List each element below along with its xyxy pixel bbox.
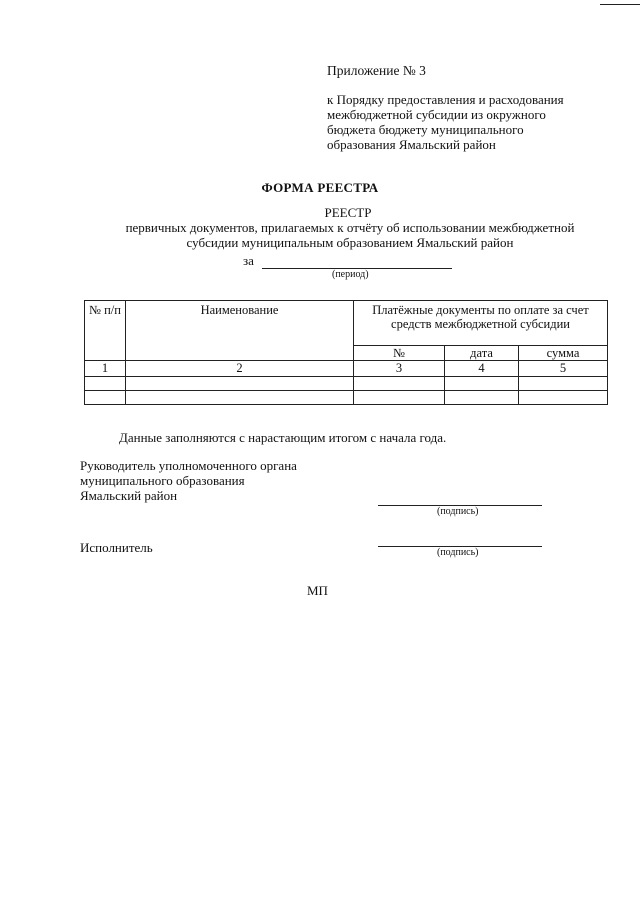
table-cell[interactable] bbox=[519, 391, 608, 405]
table-cell[interactable] bbox=[354, 391, 445, 405]
table-cell[interactable] bbox=[85, 391, 126, 405]
appendix-reference bbox=[327, 92, 597, 152]
index-cell: 2 bbox=[126, 361, 354, 377]
table-cell[interactable] bbox=[519, 377, 608, 391]
index-cell: 1 bbox=[85, 361, 126, 377]
executor-label: Исполнитель bbox=[80, 540, 153, 555]
appendix-line: к Порядку предоставления и расходования bbox=[327, 92, 564, 107]
appendix-number: Приложение № 3 bbox=[327, 63, 426, 78]
head-signature-caption: (подпись) bbox=[437, 506, 479, 517]
stamp-place: МП bbox=[307, 583, 328, 598]
fill-note: Данные заполняются с нарастающим итогом с начала года. bbox=[119, 430, 447, 445]
table-cell[interactable] bbox=[445, 391, 519, 405]
executor-signature-caption: (подпись) bbox=[437, 547, 479, 558]
table-cell[interactable] bbox=[85, 377, 126, 391]
period-prefix: за bbox=[243, 253, 254, 268]
registry-table bbox=[84, 300, 608, 405]
period-caption: (период) bbox=[332, 269, 369, 280]
signatory-line: муниципального образования bbox=[80, 473, 245, 488]
appendix-line: межбюджетной субсидии из окружного bbox=[327, 107, 546, 122]
signatory-line: Ямальский район bbox=[80, 488, 178, 503]
header-name: Наименование bbox=[126, 301, 354, 361]
table-row bbox=[85, 391, 608, 405]
table-cell[interactable] bbox=[126, 377, 354, 391]
reestr-subtitle: первичных документов, прилагаемых к отчёту об использовании межбюджетной субсидии муниципальным образованием Ямальский район bbox=[125, 220, 575, 250]
table-cell[interactable] bbox=[354, 377, 445, 391]
table-index-row bbox=[85, 361, 608, 377]
table-header-row bbox=[85, 301, 608, 346]
subheader-date: дата bbox=[445, 346, 519, 361]
header-num: № п/п bbox=[85, 301, 126, 361]
reestr-title: РЕЕСТР bbox=[324, 205, 372, 220]
table-cell[interactable] bbox=[126, 391, 354, 405]
index-cell: 5 bbox=[519, 361, 608, 377]
index-cell: 4 bbox=[445, 361, 519, 377]
head-signatory bbox=[80, 458, 297, 503]
subheader-sum: сумма bbox=[519, 346, 608, 361]
subheader-num: № bbox=[354, 346, 445, 361]
corner-mark bbox=[600, 4, 640, 5]
table-cell[interactable] bbox=[445, 377, 519, 391]
appendix-line: образования Ямальский район bbox=[327, 137, 496, 152]
header-payment-docs: Платёжные документы по оплате за счет средств межбюджетной субсидии bbox=[354, 301, 608, 346]
form-title: ФОРМА РЕЕСТРА bbox=[261, 180, 379, 195]
signatory-line: Руководитель уполномоченного органа bbox=[80, 458, 297, 473]
index-cell: 3 bbox=[354, 361, 445, 377]
table-row bbox=[85, 377, 608, 391]
appendix-line: бюджета бюджету муниципального bbox=[327, 122, 524, 137]
